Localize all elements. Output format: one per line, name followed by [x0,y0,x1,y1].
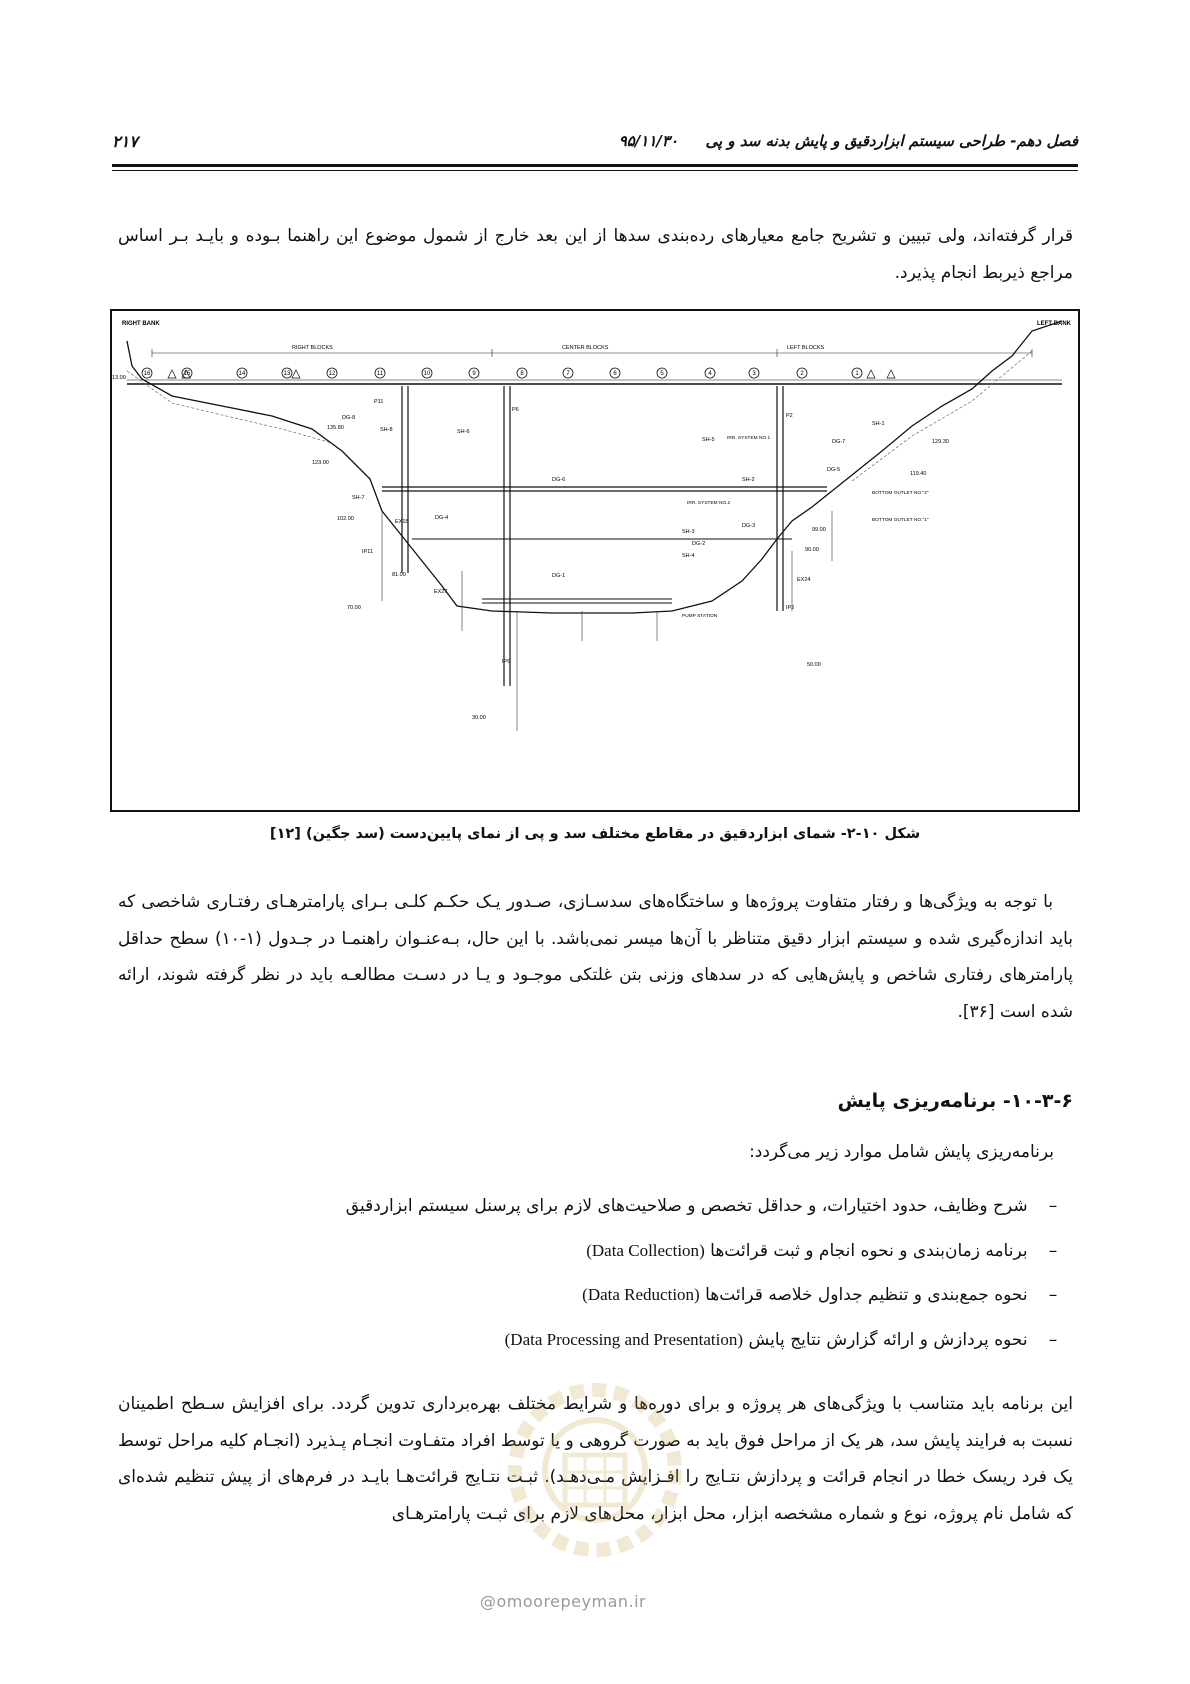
instrument-label: EX27 [434,589,448,595]
left-bank-label: LEFT BANK [1037,321,1071,327]
instrument-label: SH-2 [742,477,755,483]
block-number: 7 [566,371,570,377]
watermark-logo-icon [470,1360,720,1590]
instrument-label: P11 [374,399,384,405]
bullet-dash: – [1048,1285,1058,1305]
block-number: 3 [752,371,756,377]
bullet-list [346,1184,1073,1362]
instrument-label: DG-3 [742,523,756,529]
left-blocks-label: LEFT BLOCKS [787,345,825,351]
header-date: ۹۵/۱۱/۳۰ [618,132,678,150]
section-heading: ۱۰-۳-۶- برنامه‌ریزی پایش [837,1090,1073,1112]
block-number: 1 [855,371,859,377]
list-item [346,1184,1073,1229]
elevation-label: 13.00 [112,375,126,381]
dam-instrumentation-figure [110,309,1080,812]
elevation-label: 70.00 [347,605,361,611]
watermark-site: @omoorepeyman.ir [480,1592,647,1611]
instrument-label: IP2 [786,605,795,611]
block-number: 2 [800,371,804,377]
dam-section-drawing [112,311,1078,810]
instrument-label: BOTTOM OUTLET NO."1" [872,518,929,523]
instrument-label: SH-1 [872,421,885,427]
instrument-label: P2 [786,413,793,419]
block-number: 15 [183,371,191,377]
instrument-label: SH-7 [352,495,365,501]
elevation-label: 102.00 [337,516,354,522]
instrument-label: PUMP STATION [682,614,718,619]
instrument-label: SH-3 [682,529,695,535]
paragraph-2: با توجه به ویژگی‌ها و رفتار متفاوت پروژه‌ها و ساختگاه‌های سدسـازی، صـدور یـک حکـم کلـی بـرای پارامترهـای رفتـاری شاخصی که باید اندازه‌گیری شده و سیستم ابزار دقیق متناظر با آن‌ها میسر نمی‌باشد. با این حال، بـه‌عنـوان راهنمـا در جـدول (۱-۱۰) سطح حداقل پارامترهای رفتاری شاخص و پایش‌هایی که در سدهای وزنی بتن غلتکی موجـود و یـا در دسـت مطالعـه باید در نظر گرفته شوند، ارائه شده است [۳۶]. [118,892,1074,1022]
list-intro: برنامه‌ریزی پایش شامل موارد زیر می‌گردد: [749,1142,1054,1162]
instrument-label: DG-4 [435,515,449,521]
list-item [346,1273,1073,1318]
page-header [112,128,1078,158]
header-rule-thick [112,164,1078,167]
elevation-label: 90.00 [805,547,819,553]
list-item [346,1318,1073,1363]
instrument-label: SH-4 [682,553,695,559]
paragraph-1: قرار گرفته‌اند، ولی تبیین و تشریح جامع معیارهای رده‌بندی سدها از این بعد خارج از شمول موضوع این راهنما بـوده و بایـد بـر اساس مراجع ذیربط انجام پذیرد. [118,226,1073,283]
list-item-text: شرح وظایف، حدود اختیارات، و حداقل تخصص و صلاحیت‌های لازم برای پرسنل سیستم ابزاردقیق [345,1196,1028,1216]
block-number: 4 [708,371,712,377]
block-number: 9 [472,371,476,377]
block-number: 11 [376,371,384,377]
bullet-dash: – [1048,1329,1058,1350]
block-number: 13 [283,371,291,377]
list-item-latin: (Data Collection) [586,1240,705,1260]
instrument-label: IRR. SYSTEM NO.1 [727,436,771,441]
block-number: 16 [143,371,151,377]
block-number: 12 [328,371,336,377]
instrument-label: EX18 [395,519,409,525]
elevation-label: 30.00 [472,715,486,721]
paragraph-3: این برنامه باید متناسب با ویژگی‌های هر پروژه و برای دوره‌ها و شرایط مختلف بهره‌برداری تدوین گردد. برای افزایش سـطح اطمینان نسبت به فرایند پایش سد، هر یک از مراحل فوق باید به صورت گروهی و یا توسط افراد متفـاوت انجـام پـذیرد (انجـام کلیه مراحل توسط یک فرد ریسک خطا در انجام قرائت و پردازش نتـایج را افـزایش مـی‌دهـد). ثبـت نتـایج قرائت‌هـا بایـد در فرم‌های از پیش تنظیم شده‌ای که شامل نام پروژه، نوع و شماره مشخصه ابزار، محل ابزار، محل‌های لازم برای ثبـت پارامترهـای [118,1394,1073,1524]
block-number: 6 [613,371,617,377]
block-number: 10 [423,371,431,377]
instrument-label: P6 [512,407,519,413]
chapter-title: فصل دهم- طراحی سیستم ابزاردقیق و پایش بدنه سد و پی [705,132,1078,150]
instrument-label: IP11 [362,549,373,555]
instrument-labels [342,399,929,665]
instrument-label: IP6 [502,659,511,665]
right-blocks-label: RIGHT BLOCKS [292,345,333,351]
instrument-label: DG-2 [692,541,706,547]
instrument-label: DG-6 [552,477,566,483]
block-number: 5 [660,371,664,377]
page-number: ۲۱۷ [112,132,138,151]
list-item-latin: (Data Reduction) [582,1285,700,1304]
instrument-label: EX24 [797,577,811,583]
figure-caption: شکل ۱۰-۲- شمای ابزاردقیق در مقاطع مختلف سد و پی از نمای پایین‌دست (سد جگین) [۱۲] [269,826,921,842]
right-bank-label: RIGHT BANK [122,321,160,327]
block-number: 8 [520,371,524,377]
block-number-row [142,368,862,378]
instrument-label: SH-6 [457,429,470,435]
elevation-markers [112,375,949,721]
bullet-dash: – [1048,1196,1058,1216]
instrument-label: BOTTOM OUTLET NO."2" [872,491,929,496]
instrument-label: DG-5 [827,467,841,473]
elevation-label: 50.00 [807,662,821,668]
elevation-label: 119.40 [910,471,927,477]
list-item-text: نحوه پردازش و ارائه گزارش نتایج پایش [748,1329,1028,1350]
header-rule-thin [112,170,1078,171]
elevation-label: 99.00 [812,527,826,533]
bullet-dash: – [1048,1240,1058,1261]
instrument-label: DG-7 [832,439,846,445]
instrument-label: DG-8 [342,415,356,421]
instrument-label: IRR. SYSTEM NO.2 [687,501,731,506]
elevation-label: 135.80 [327,425,344,431]
instrument-label: SH-8 [380,427,393,433]
block-number: 14 [238,371,246,377]
center-blocks-label: CENTER BLOCKS [562,345,609,351]
instrument-label: SH-5 [702,437,715,443]
list-item-text: نحوه جمع‌بندی و تنظیم جداول خلاصه قرائت‌ها [705,1285,1028,1305]
list-item-text: برنامه زمان‌بندی و نحوه انجام و ثبت قرائت‌ها [710,1240,1028,1261]
list-item [346,1229,1073,1274]
elevation-label: 81.00 [392,572,406,578]
elevation-label: 129.30 [932,439,949,445]
instrument-label: DG-1 [552,573,566,579]
elevation-label: 123.00 [312,460,329,466]
list-item-latin: (Data Processing and Presentation) [504,1329,744,1349]
